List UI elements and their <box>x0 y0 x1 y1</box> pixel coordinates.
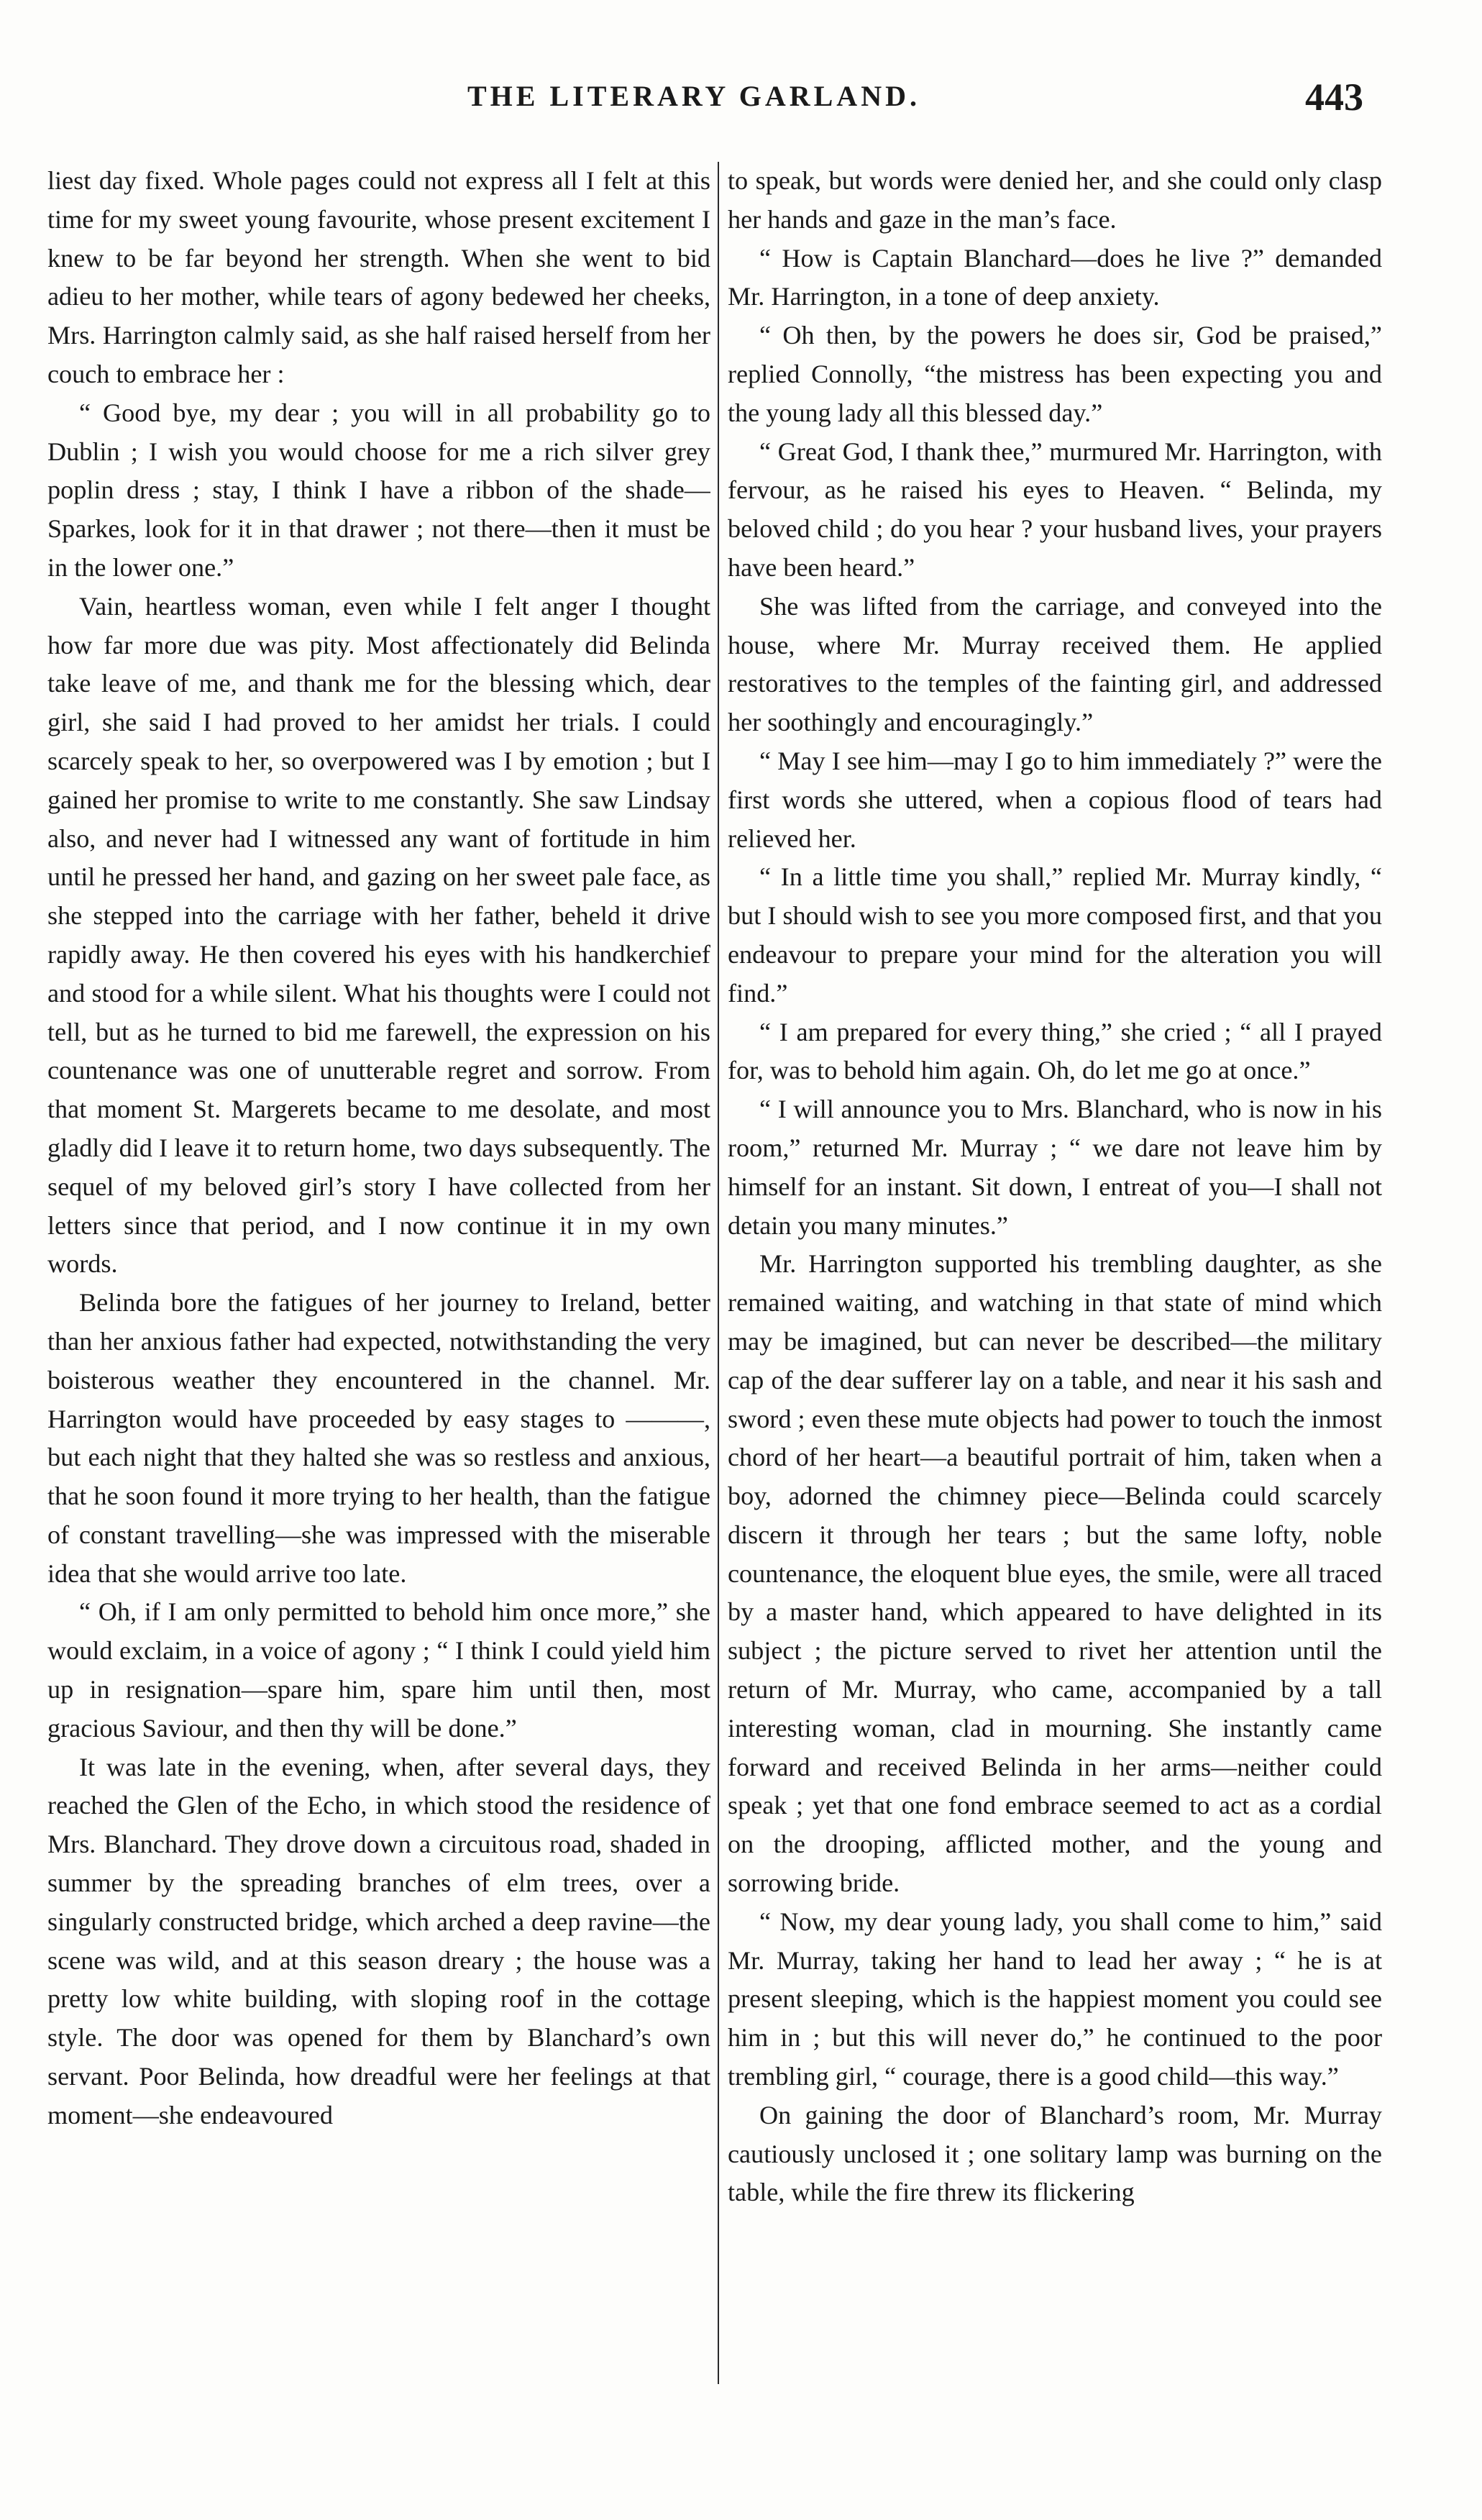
paragraph: “ Now, my dear young lady, you shall come to him,” said Mr. Murray, taking her hand to lead her away ; “ he is at present sleeping, which is the happiest moment you could see him in ; but this will never do,” he continued to the poor trembling girl, “ courage, there is a good child—this way.” <box>728 1907 1382 2091</box>
column-divider <box>718 162 719 2384</box>
paragraph: “ In a little time you shall,” replied Mr. Murray kindly, “ but I should wish to see you more composed first, and that you endeavour to prepare your mind for the alteration you will find.” <box>728 862 1382 1008</box>
paragraph: “ Great God, I thank thee,” murmured Mr. Harrington, with fervour, as he raised his eyes to Heaven. “ Belinda, my beloved child ; do you hear ? your husband lives, your prayers have been heard.” <box>728 437 1382 582</box>
paragraph: “ I am prepared for every thing,” she cried ; “ all I prayed for, was to behold him again. Oh, do let me go at once.” <box>728 1017 1382 1085</box>
paragraph: Mr. Harrington supported his trembling daughter, as she remained waiting, and watching in that state of mind which may be imagined, but can never be described—the military cap of the dear sufferer lay on a table, and near it his sash and sword ; even these mute objects had power to touch the inmost chord of her heart—a beautiful portrait of him, taken when a boy, adorned the chimney piece—Belinda could scarcely discern it through her tears ; but the same lofty, noble countenance, the eloquent blue eyes, the smile, were all traced by a master hand, which appeared to have delighted in its subject ; the picture served to rivet her attention until the return of Mr. Murray, who came, accompanied by a tall interesting woman, clad in mourning. She instantly came forward and received Belinda in her arms—neither could speak ; yet that one fond embrace seemed to act as a cordial on the drooping, afflicted mother, and the young and sorrowing bride. <box>728 1249 1382 1898</box>
running-head-title: THE LITERARY GARLAND. <box>467 80 920 112</box>
right-column <box>728 162 1382 2384</box>
paragraph: She was lifted from the carriage, and conveyed into the house, where Mr. Murray received them. He applied restoratives to the temples of the fainting girl, and addressed her soothingly and encouragingly.” <box>728 591 1382 737</box>
paragraph: It was late in the evening, when, after several days, they reached the Glen of the Echo, in which stood the residence of Mrs. Blanchard. They drove down a circuitous road, shaded in summer by the spreading branches of elm trees, over a singularly constructed bridge, which arched a deep ravine—the scene was wild, and at this season dreary ; the house was a pretty low white building, with sloping roof in the cottage style. The door was opened for them by Blanchard’s own servant. Poor Belinda, how dreadful were her feelings at that moment—she endeavoured <box>47 1752 710 2129</box>
paragraph: “ May I see him—may I go to him immediately ?” were the first words she uttered, when a copious flood of tears had relieved her. <box>728 746 1382 853</box>
paragraph: On gaining the door of Blanchard’s room, Mr. Murray cautiously unclosed it ; one solitary lamp was burning on the table, while the fire threw its flickering <box>728 2100 1382 2207</box>
paragraph: liest day fixed. Whole pages could not express all I felt at this time for my sweet young favourite, whose present excitement I knew to be far beyond her strength. When she went to bid adieu to her mother, while tears of agony bedewed her cheeks, Mrs. Harrington calmly said, as she half raised herself from her couch to embrace her : <box>47 166 710 388</box>
paragraph: to speak, but words were denied her, and she could only clasp her hands and gaze in the man’s face. <box>728 166 1382 234</box>
paragraph: “ Oh, if I am only permitted to behold him once more,” she would exclaim, in a voice of agony ; “ I think I could yield him up in resignation—spare him, spare him until then, most gracious Saviour, and then thy will be done.” <box>47 1597 710 1743</box>
left-column <box>47 162 710 2384</box>
page-number: 443 <box>1305 76 1363 119</box>
running-head <box>0 76 1482 129</box>
paragraph: “ Good bye, my dear ; you will in all probability go to Dublin ; I wish you would choose for me a rich silver grey poplin dress ; stay, I think I have a ribbon of the shade—Sparkes, look for it in that drawer ; not there—then it must be in the lower one.” <box>47 398 710 582</box>
paragraph: Belinda bore the fatigues of her journey to Ireland, better than her anxious father had expected, notwithstanding the very boisterous weather they encountered in the channel. Mr. Harrington would have proceeded by easy stages to ———, but each night that they halted she was so restless and anxious, that he soon found it more trying to her health, than the fatigue of constant travelling—she was impressed with the miserable idea that she would arrive too late. <box>47 1288 710 1588</box>
paragraph: “ I will announce you to Mrs. Blanchard, who is now in his room,” returned Mr. Murray ; “ we dare not leave him by himself for an instant. Sit down, I entreat of you—I shall not detain you many minutes.” <box>728 1095 1382 1240</box>
paragraph: “ How is Captain Blanchard—does he live ?” demanded Mr. Harrington, in a tone of deep anxiety. <box>728 243 1382 311</box>
paragraph: “ Oh then, by the powers he does sir, God be praised,” replied Connolly, “the mistress has been expecting you and the young lady all this blessed day.” <box>728 321 1382 427</box>
paragraph: Vain, heartless woman, even while I felt anger I thought how far more due was pity. Most affectionately did Belinda take leave of me, and thank me for the blessing which, dear girl, she said I had proved to her amidst her trials. I could scarcely speak to her, so overpowered was I by emotion ; but I gained her promise to write to me constantly. She saw Lindsay also, and never had I witnessed any want of fortitude in him until he pressed her hand, and gazing on her sweet pale face, as she stepped into the carriage with her father, beheld it drive rapidly away. He then covered his eyes with his handkerchief and stood for a while silent. What his thoughts were I could not tell, but as he turned to bid me farewell, the expression on his countenance was one of unutterable regret and sorrow. From that moment St. Margerets became to me desolate, and most gladly did I leave it to return home, two days subsequently. The sequel of my beloved girl’s story I have collected from her letters since that period, and I now continue it in my own words. <box>47 591 710 1279</box>
